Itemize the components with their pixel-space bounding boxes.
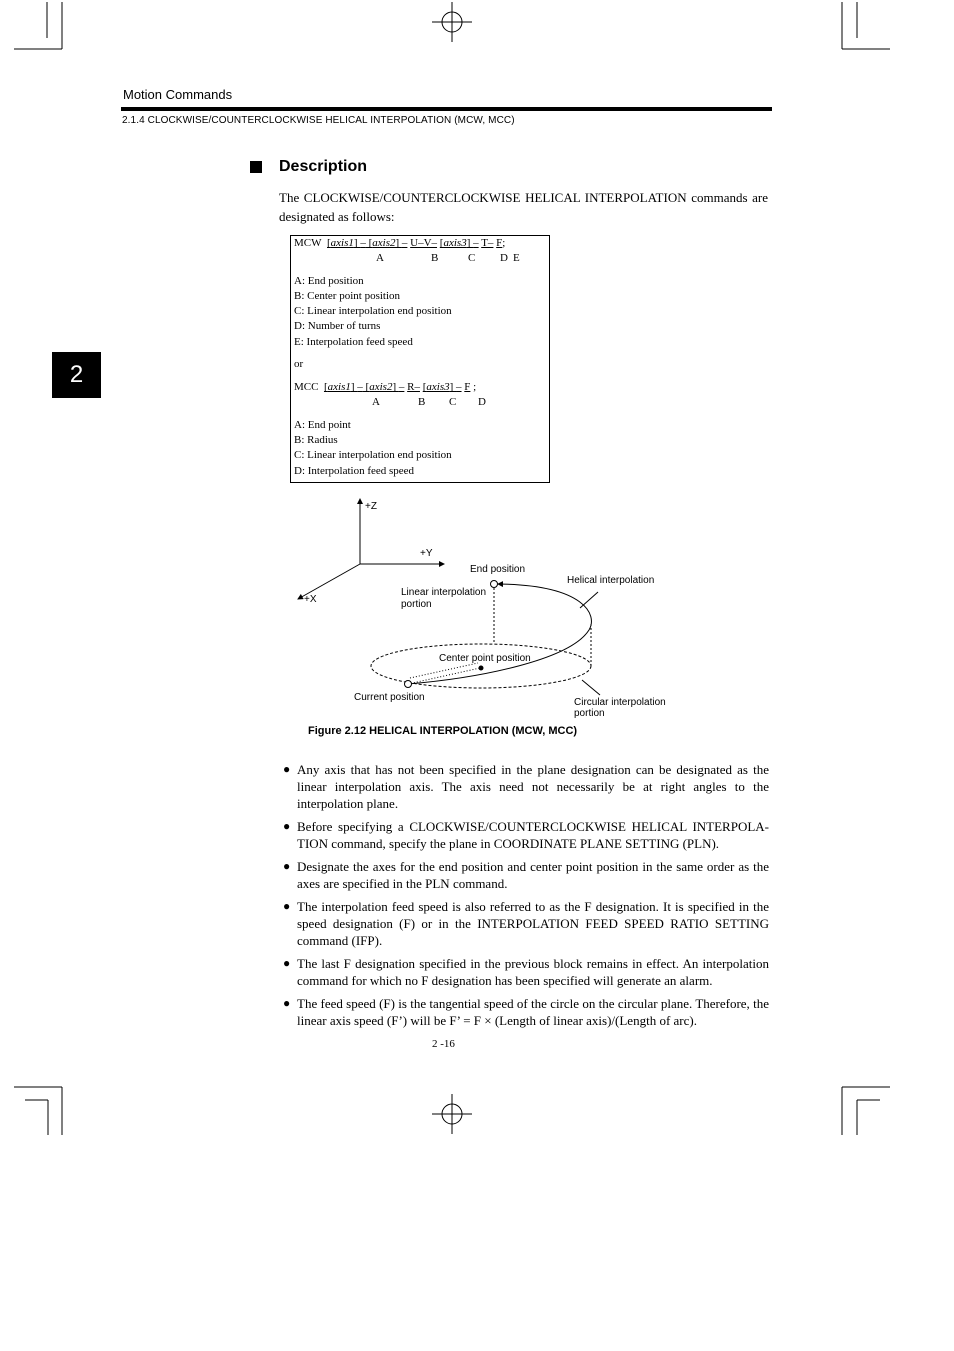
bullet-text: Before specifying a CLOCKWISE/COUNTERCLOCKWISE HELICAL INTERPOLA-TION command, specify the plane in COORDINATE PLANE SETTING (PLN). (297, 819, 769, 851)
mcc-letter-a: A (372, 396, 380, 408)
mcw-f: F (496, 237, 503, 249)
bullet-icon: ● (283, 819, 291, 833)
mcw-item-c: C: Linear interpolation end position (294, 305, 452, 317)
mcc-letter-b: B (418, 396, 426, 408)
bullet-icon: ● (283, 996, 291, 1010)
mcc-r: R– (407, 381, 420, 393)
mcc-item-c: C: Linear interpolation end position (294, 449, 452, 461)
mcc-item-b: B: Radius (294, 434, 338, 446)
mcc-end: ; (473, 381, 477, 393)
label-linear-portion-2: portion (401, 599, 432, 610)
mcw-end: ; (502, 237, 506, 249)
mcw-item-d: D: Number of turns (294, 320, 381, 332)
mcc-sep-3: – (456, 381, 462, 393)
command-syntax-box (290, 235, 550, 483)
mcc-f: F (464, 381, 471, 393)
header-rule (121, 107, 772, 111)
bullet-icon: ● (283, 859, 291, 873)
list-item (283, 818, 769, 852)
mcw-item-b: B: Center point position (294, 290, 401, 302)
label-helical-interpolation: Helical interpolation (567, 575, 655, 586)
running-header-title: Motion Commands (123, 87, 233, 102)
helical-curve (408, 584, 591, 684)
bullet-text: Designate the axes for the end position and center point position in the same order as the axes are specified in the PLN command. (297, 859, 769, 891)
bullet-text: The last F designation specified in the previous block remains in effect. An interpolation command for which no F designation has been specified will generate an alarm. (297, 956, 769, 988)
circular-leader (582, 680, 600, 695)
end-position-marker (491, 581, 498, 588)
mcc-letter-d: D (478, 396, 486, 408)
helical-diagram (280, 490, 700, 725)
bullet-text: The feed speed (F) is the tangential speed of the circle on the circular plane. Therefore, the linear axis speed (F’) will be F’ = F × (Length of linear axis)/(Length of arc). (297, 996, 769, 1028)
center-point-marker (479, 666, 484, 671)
mcw-uv: U–V– (410, 237, 438, 249)
heading-square-marker (250, 161, 262, 173)
mcw-letter-e: E (513, 252, 520, 264)
mcw-command: MCW (294, 237, 322, 249)
mcw-letter-a: A (376, 252, 384, 264)
list-item (283, 995, 769, 1029)
mcc-sep-1: – (357, 381, 363, 393)
mcc-syntax-line: MCC [axis1] – [axis2] – R– [axis3] – F ; (294, 381, 477, 393)
mcc-sep-2: – (398, 381, 405, 393)
list-item (283, 955, 769, 989)
mcc-letter-c: C (449, 396, 457, 408)
mcw-letter-b: B (431, 252, 439, 264)
mcc-axis1: axis1 (327, 381, 351, 393)
label-circular-portion-2: portion (574, 708, 605, 719)
helical-leader (580, 592, 598, 608)
mcw-item-a: A: End position (294, 275, 364, 287)
mcw-syntax-line: MCW [axis1] – [axis2] – U–V– [axis3] – T– F; (294, 237, 506, 249)
mcc-command: MCC (294, 381, 319, 393)
label-current-position: Current position (354, 692, 425, 703)
description-heading: Description (279, 158, 368, 175)
label-circular-portion-1: Circular interpolation (574, 697, 666, 708)
mcc-axis3: axis3 (426, 381, 450, 393)
list-item (283, 898, 769, 949)
label-end-position: End position (470, 564, 526, 575)
mcw-letter-d: D (500, 252, 508, 264)
label-center-point: Center point position (439, 653, 531, 664)
list-item (283, 858, 769, 892)
current-position-marker (405, 681, 412, 688)
label-linear-portion-1: Linear interpolation (401, 587, 487, 598)
page-number: 2 -16 (432, 1038, 455, 1050)
mcw-sep-1: – (360, 237, 366, 249)
mcc-axis2: axis2 (369, 381, 393, 393)
mcw-t: T– (481, 237, 494, 249)
mcw-axis1: axis1 (330, 237, 354, 249)
label-plus-x: +X (304, 594, 317, 605)
list-item (283, 761, 769, 812)
or-separator: or (294, 358, 304, 370)
label-plus-y: +Y (420, 548, 433, 559)
mcw-sep-3: – (473, 237, 479, 249)
mcw-item-e: E: Interpolation feed speed (294, 336, 413, 348)
mcc-item-d: D: Interpolation feed speed (294, 465, 415, 477)
intro-paragraph: The CLOCKWISE/COUNTERCLOCKWISE HELICAL INTERPOLATION commands are designated as follows: (279, 190, 768, 224)
bullet-list (283, 761, 769, 1035)
bullet-icon: ● (283, 899, 291, 913)
mcw-sep-2: – (401, 237, 408, 249)
bullet-icon: ● (283, 956, 291, 970)
label-plus-z: +Z (365, 501, 377, 512)
mcc-item-a: A: End point (294, 419, 351, 431)
bullet-text: Any axis that has not been specified in the plane designation can be designated as the linear interpolation axis. The axis need not necessarily be at right angles to the interpolation plane. (297, 762, 769, 811)
mcw-letter-c: C (468, 252, 476, 264)
figure-caption: Figure 2.12 HELICAL INTERPOLATION (MCW, MCC) (308, 725, 578, 737)
bullet-text: The interpolation feed speed is also referred to as the F designation. It is specified in the speed designation (F) or in the INTERPOLATION FEED SPEED RATIO SETTING command (IFP). (297, 899, 769, 948)
bullet-icon: ● (283, 762, 291, 776)
mcw-axis3: axis3 (443, 237, 467, 249)
mcw-axis2: axis2 (372, 237, 396, 249)
chapter-tab: 2 (52, 352, 101, 398)
section-heading: 2.1.4 CLOCKWISE/COUNTERCLOCKWISE HELICAL INTERPOLATION (MCW, MCC) (122, 115, 515, 126)
